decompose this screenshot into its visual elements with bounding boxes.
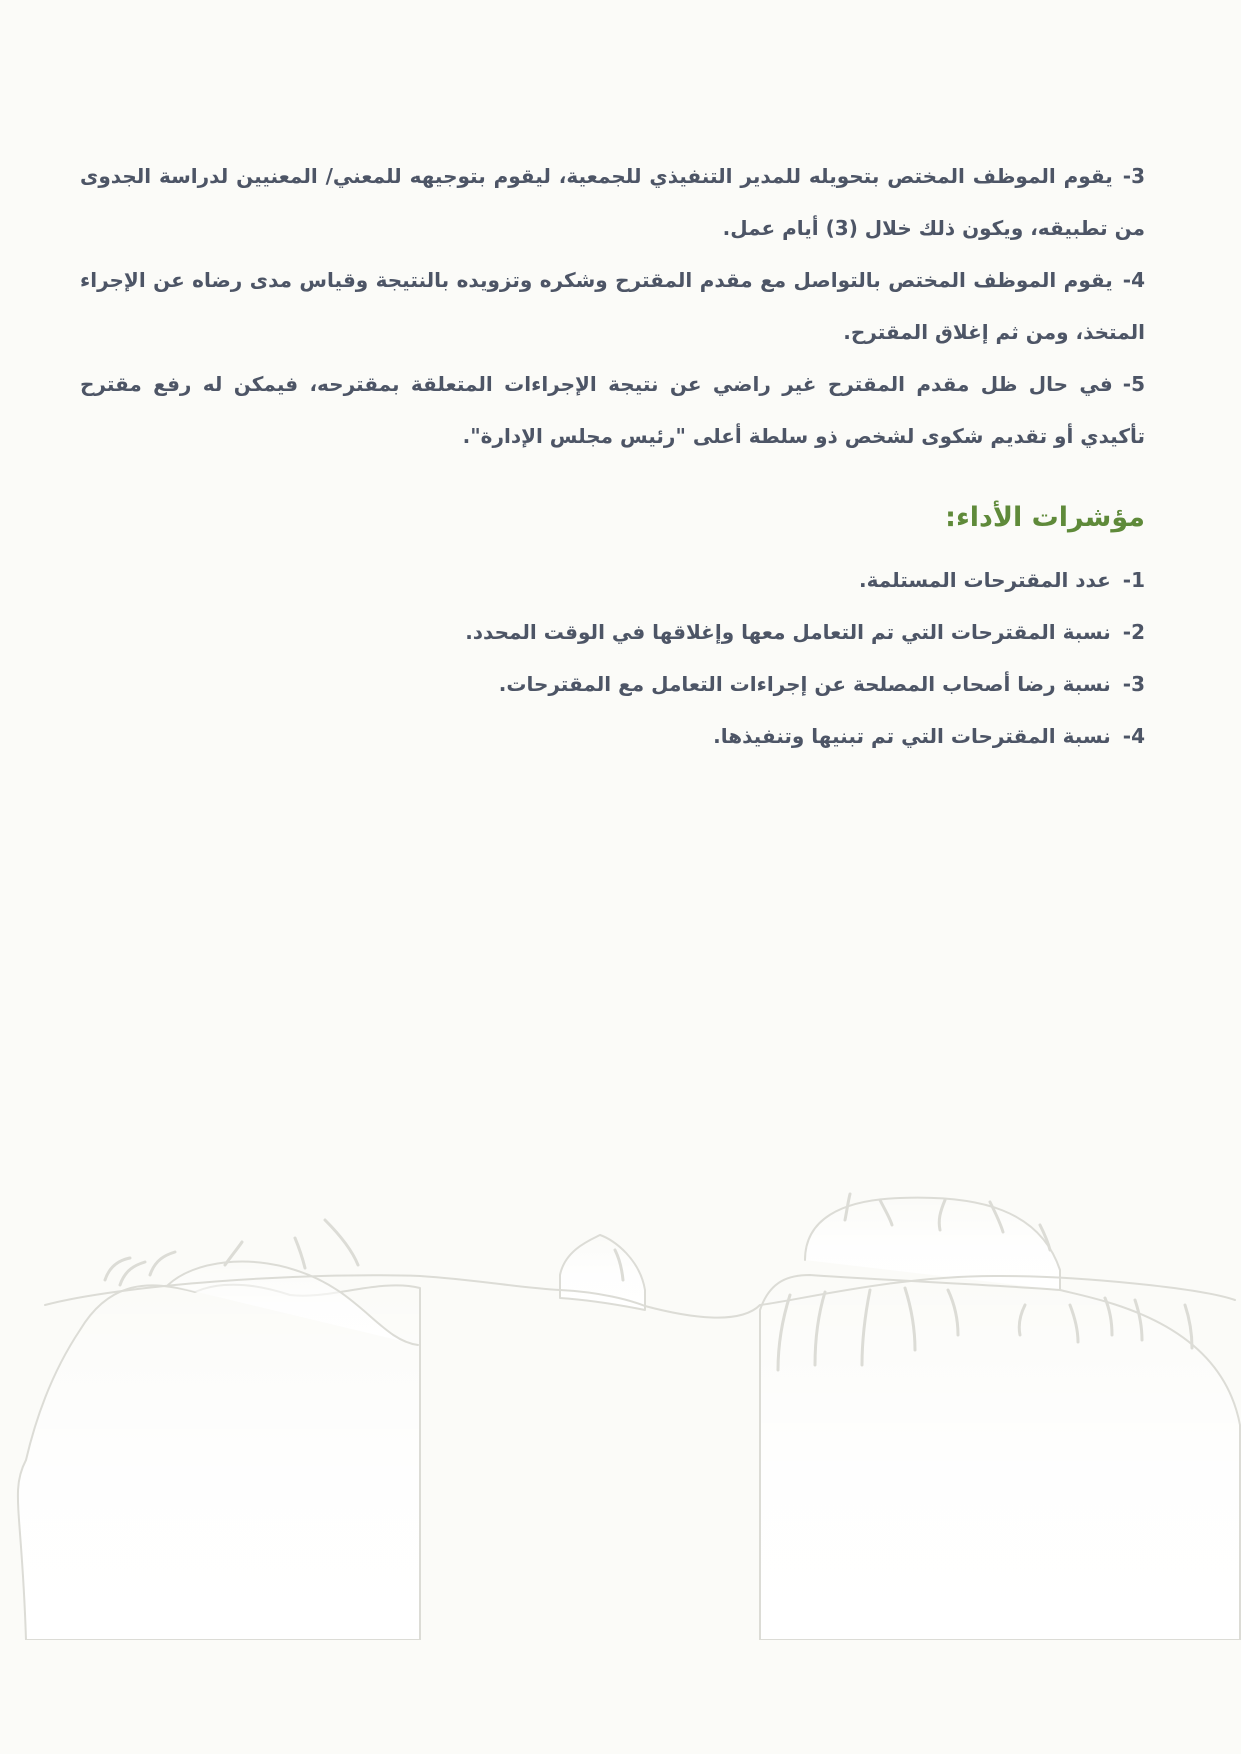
kpi-number: 4- (1122, 724, 1145, 748)
kpi-item (80, 710, 1145, 762)
step-text: في حال ظل مقدم المقترح غير راضي عن نتيجة الإجراءات المتعلقة بمقترحه، فيمكن له رفع مقترح تأكيدي أو تقديم شكوى لشخص ذو سلطة أعلى "رئيس مجلس الإدارة". (80, 372, 1145, 448)
kpi-heading: مؤشرات الأداء: (945, 502, 1145, 533)
rock-right (760, 1275, 1240, 1640)
kpi-list (80, 554, 1145, 762)
kpi-text: نسبة المقترحات التي تم تبنيها وتنفيذها. (713, 724, 1111, 748)
step-text: يقوم الموظف المختص بالتواصل مع مقدم المقترح وشكره وتزويده بالنتيجة وقياس مدى رضاه عن الإجراء المتخذ، ومن ثم إغلاق المقترح. (80, 268, 1145, 344)
step-number: 4- (1122, 268, 1145, 292)
procedure-step (80, 358, 1145, 462)
kpi-number: 1- (1122, 568, 1145, 592)
kpi-item (80, 554, 1145, 606)
step-number: 3- (1122, 164, 1145, 188)
kpi-text: عدد المقترحات المستلمة. (858, 568, 1111, 592)
kpi-number: 3- (1122, 672, 1145, 696)
kpi-item (80, 658, 1145, 710)
procedure-step (80, 254, 1145, 358)
step-text: يقوم الموظف المختص بتحويله للمدير التنفيذي للجمعية، ليقوم بتوجيهه للمعني/ المعنيين لدراسة الجدوى من تطبيقه، ويكون ذلك خلال (3) أيام عمل. (80, 164, 1145, 240)
kpi-number: 2- (1122, 620, 1145, 644)
kpi-text: نسبة المقترحات التي تم التعامل معها وإغلاقها في الوقت المحدد. (465, 620, 1111, 644)
decorative-rock-illustration (0, 1180, 1241, 1640)
rock-left (18, 1285, 420, 1640)
procedure-step (80, 150, 1145, 254)
rock-small (560, 1235, 645, 1310)
kpi-text: نسبة رضا أصحاب المصلحة عن إجراءات التعامل مع المقترحات. (498, 672, 1111, 696)
step-number: 5- (1122, 372, 1145, 396)
page-content (80, 150, 1145, 762)
kpi-item (80, 606, 1145, 658)
